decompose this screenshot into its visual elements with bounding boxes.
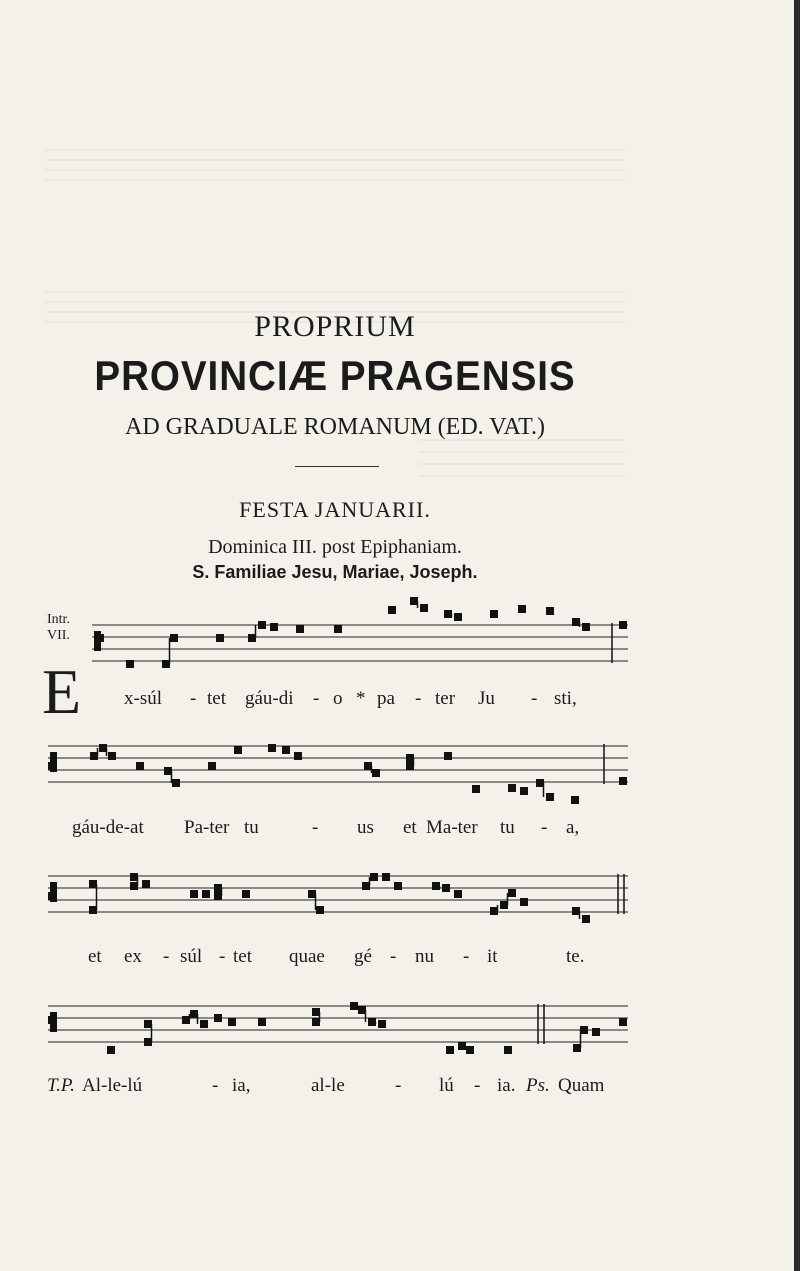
staff-2	[0, 716, 800, 806]
feast-day: Dominica III. post Epiphaniam.	[208, 536, 462, 558]
neume-punctum	[108, 752, 116, 760]
neume-punctum	[294, 752, 302, 760]
neume-punctum	[242, 890, 250, 898]
neume-punctum	[370, 873, 378, 881]
neume-punctum	[518, 605, 526, 613]
lyric-syllable: tu	[500, 817, 515, 838]
neume-punctum	[170, 634, 178, 642]
neume-punctum	[200, 1020, 208, 1028]
neume-punctum	[472, 785, 480, 793]
neume-punctum	[372, 769, 380, 777]
lyric-syllable: ter	[435, 688, 456, 709]
lyric-syllable: tet	[233, 946, 252, 967]
lyric-syllable: Al-le-lú	[82, 1075, 143, 1096]
neume-punctum	[107, 1046, 115, 1054]
title-proprium: PROPRIUM	[254, 310, 416, 343]
neume-punctum	[619, 777, 627, 785]
neume-punctum	[96, 634, 104, 642]
neume-punctum	[208, 762, 216, 770]
lyric-syllable: nu	[415, 946, 434, 967]
staff-1	[0, 595, 800, 685]
neume-punctum	[48, 1016, 56, 1024]
neume-punctum	[442, 884, 450, 892]
lyric-syllable: Ps.	[526, 1075, 550, 1096]
neume-punctum	[270, 623, 278, 631]
lyric-syllable: a,	[566, 817, 580, 838]
title-divider	[295, 466, 379, 467]
neume-punctum	[89, 906, 97, 914]
neume-punctum	[580, 1026, 588, 1034]
neume-punctum	[466, 1046, 474, 1054]
lyric-syllable: -	[313, 688, 320, 709]
lyric-syllable: -	[463, 946, 470, 967]
neume-punctum	[258, 1018, 266, 1026]
neume-punctum	[454, 890, 462, 898]
neume-punctum	[48, 892, 56, 900]
lyric-syllable: x-súl	[124, 688, 162, 709]
lyric-syllable: ia.	[497, 1075, 516, 1096]
neume-punctum	[334, 625, 342, 633]
neume-punctum	[508, 784, 516, 792]
neume-punctum	[406, 762, 414, 770]
mode-label-number: VII.	[47, 628, 70, 643]
lyric-syllable: Ju	[478, 688, 495, 709]
lyric-syllable: -	[415, 688, 422, 709]
lyric-syllable: *	[356, 688, 366, 709]
feast-month: FESTA JANUARII.	[239, 497, 431, 522]
neume-punctum	[48, 762, 56, 770]
lyric-syllable: te.	[566, 946, 585, 967]
neume-punctum	[582, 915, 590, 923]
neume-punctum	[282, 746, 290, 754]
neume-punctum	[546, 607, 554, 615]
mode-label-intr: Intr.	[47, 612, 70, 627]
lyric-syllable: T.P.	[47, 1075, 75, 1096]
lyric-syllable: -	[395, 1075, 402, 1096]
neume-punctum	[126, 660, 134, 668]
lyric-syllable: lú	[439, 1075, 454, 1096]
neume-punctum	[190, 890, 198, 898]
neume-punctum	[504, 1046, 512, 1054]
lyric-syllable: ex	[124, 946, 142, 967]
neume-punctum	[388, 606, 396, 614]
neume-punctum	[520, 787, 528, 795]
lyric-syllable: ia,	[232, 1075, 251, 1096]
lyric-syllable: -	[212, 1075, 219, 1096]
lyric-syllable: gé	[354, 946, 372, 967]
neume-punctum	[258, 621, 266, 629]
neume-punctum	[378, 1020, 386, 1028]
feast-title: S. Familiae Jesu, Mariae, Joseph.	[192, 562, 478, 582]
lyric-syllable: et	[88, 946, 102, 967]
neume-punctum	[444, 752, 452, 760]
lyric-syllable: súl	[180, 946, 203, 967]
subtitle-graduale: AD GRADUALE ROMANUM (ED. VAT.)	[125, 414, 545, 440]
initial-letter: E	[42, 656, 82, 727]
lyric-syllable: -	[474, 1075, 481, 1096]
neume-punctum	[136, 762, 144, 770]
neume-punctum	[490, 610, 498, 618]
staff-4	[0, 976, 800, 1066]
lyric-syllable: -	[541, 817, 548, 838]
lyric-syllable: -	[190, 688, 197, 709]
lyric-syllable: et	[403, 817, 417, 838]
lyric-syllable: tu	[244, 817, 259, 838]
lyric-syllable: tet	[207, 688, 226, 709]
neume-punctum	[546, 793, 554, 801]
lyric-syllable: -	[312, 817, 319, 838]
lyric-syllable: gáu-de-at	[72, 817, 144, 838]
lyric-syllable: Ma-ter	[426, 817, 478, 838]
neume-punctum	[234, 746, 242, 754]
lyric-syllable: sti,	[554, 688, 577, 709]
lyric-syllable: Quam	[558, 1075, 605, 1096]
staff-3	[0, 846, 800, 936]
lyric-syllable: pa	[377, 688, 395, 709]
neume-punctum	[316, 906, 324, 914]
neume-punctum	[216, 634, 224, 642]
lyric-syllable: it	[487, 946, 498, 967]
lyric-syllable: gáu-di	[245, 688, 294, 709]
lyric-syllable: us	[357, 817, 374, 838]
lyric-syllable: o	[333, 688, 343, 709]
neume-punctum	[571, 796, 579, 804]
lyric-syllable: -	[390, 946, 397, 967]
neume-punctum	[214, 892, 222, 900]
lyric-syllable: -	[219, 946, 226, 967]
neume-punctum	[312, 1018, 320, 1026]
neume-punctum	[582, 623, 590, 631]
neume-punctum	[454, 613, 462, 621]
lyric-syllable: al-le	[311, 1075, 345, 1096]
neume-punctum	[520, 898, 528, 906]
neume-punctum	[214, 1014, 222, 1022]
neume-punctum	[508, 889, 516, 897]
neume-punctum	[268, 744, 276, 752]
neume-punctum	[382, 873, 390, 881]
lyric-syllable: quae	[289, 946, 325, 967]
neume-punctum	[394, 882, 402, 890]
neume-punctum	[619, 621, 627, 629]
lyric-syllable: -	[163, 946, 170, 967]
neume-punctum	[592, 1028, 600, 1036]
neume-punctum	[296, 625, 304, 633]
neume-punctum	[446, 1046, 454, 1054]
neume-punctum	[142, 880, 150, 888]
neume-punctum	[202, 890, 210, 898]
page-edge	[794, 0, 800, 1271]
title-provinciae-pragensis: PROVINCIÆ PRAGENSIS	[94, 352, 576, 399]
neume-punctum	[172, 779, 180, 787]
neume-punctum	[144, 1038, 152, 1046]
lyric-syllable: -	[531, 688, 538, 709]
lyric-syllable: Pa-ter	[184, 817, 230, 838]
neume-punctum	[420, 604, 428, 612]
neume-punctum	[130, 882, 138, 890]
neume-punctum	[228, 1018, 236, 1026]
neume-punctum	[619, 1018, 627, 1026]
